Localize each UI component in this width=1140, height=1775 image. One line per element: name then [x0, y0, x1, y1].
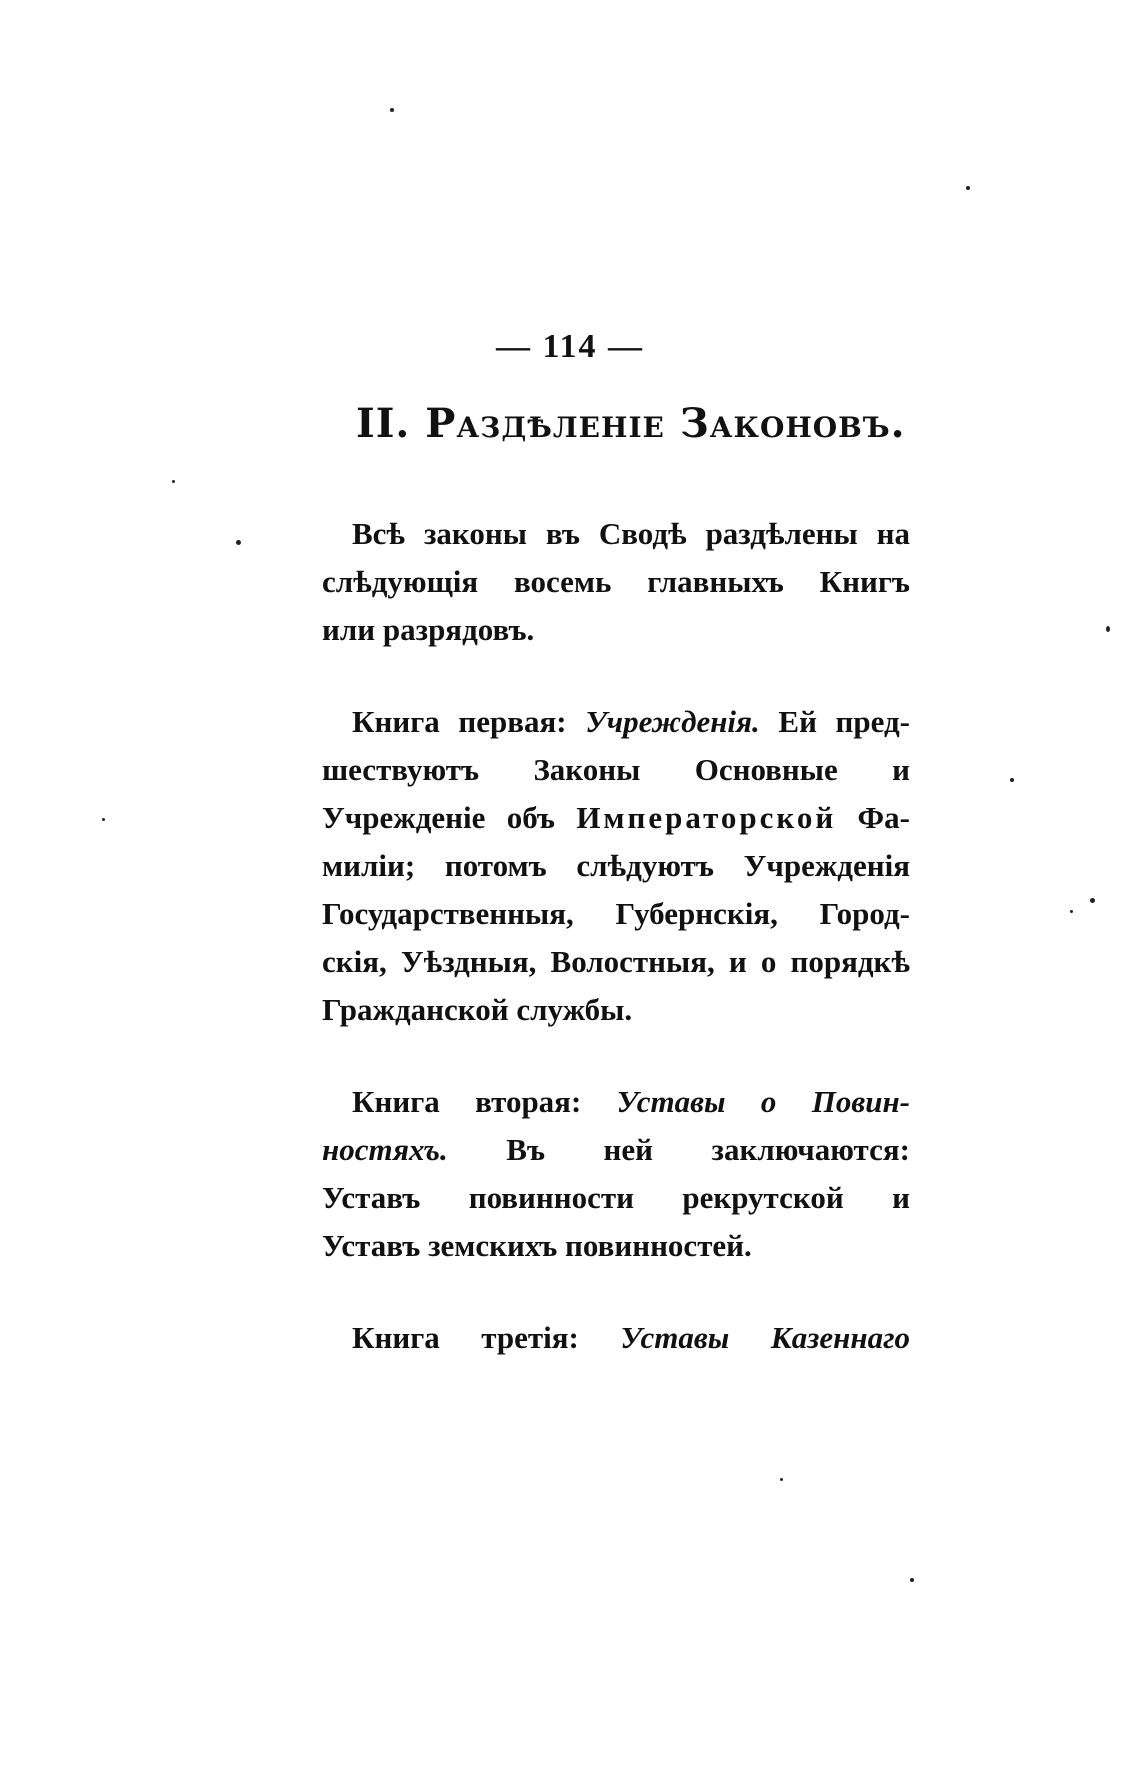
- scan-speck: [1106, 626, 1110, 632]
- paragraph-1-line-3: или разрядовъ.: [322, 612, 535, 647]
- imperial-word: Императорской: [576, 800, 837, 835]
- book-one-label: Книга первая:: [352, 704, 567, 739]
- section-heading: II. Раздѣленіе Законовъ.: [356, 400, 906, 447]
- book-two-title-end: ностяхъ.: [322, 1132, 448, 1167]
- scan-speck: [1090, 898, 1095, 903]
- line-text: Фа-: [857, 800, 910, 835]
- paragraph-3-line-3: Уставъ повинности рекрутской и: [322, 1180, 910, 1215]
- paragraph-3-line-1: [352, 1086, 910, 1117]
- paragraph-2-line-3: [322, 802, 910, 833]
- scan-speck: [910, 1578, 914, 1582]
- paragraph-2-line-7: Гражданской службы.: [322, 992, 633, 1027]
- book-one-title: Учрежденія.: [585, 704, 760, 739]
- scan-speck: [966, 186, 970, 190]
- scan-speck: [780, 1478, 783, 1481]
- paragraph-2-line-6: скія, Уѣздныя, Волостныя, и о порядкѣ: [322, 944, 910, 979]
- scan-speck: [390, 108, 394, 112]
- paragraph-2-line-4: миліи; потомъ слѣдуютъ Учрежденія: [322, 848, 910, 883]
- paragraph-2-line-5: Государственныя, Губернскія, Город-: [322, 896, 910, 931]
- scan-speck: [1070, 910, 1073, 913]
- book-three-title: Уставы Казеннаго: [620, 1320, 911, 1355]
- book-two-label: Книга вторая:: [352, 1084, 582, 1119]
- scan-speck: [102, 818, 105, 821]
- paragraph-2-line-1: [352, 706, 910, 737]
- line-text: Учрежденіе объ: [322, 800, 555, 835]
- book-one-continuation: Ей пред-: [778, 704, 911, 739]
- line-text: Въ ней заключаются:: [506, 1132, 910, 1167]
- page-number: — 114 —: [495, 328, 645, 365]
- paragraph-2-line-2: шествуютъ Законы Основные и: [322, 752, 910, 787]
- paragraph-3-line-2: [322, 1134, 910, 1165]
- scan-speck: [1010, 778, 1014, 782]
- book-three-label: Книга третія:: [352, 1320, 579, 1355]
- paragraph-1-line-1: Всѣ законы въ Сводѣ раздѣлены на: [352, 516, 910, 551]
- scan-speck: [172, 480, 175, 483]
- paragraph-4-line-1: [352, 1322, 910, 1353]
- paragraph-1-line-2: слѣдующія восемь главныхъ Книгъ: [322, 564, 910, 599]
- paragraph-3-line-4: Уставъ земскихъ повинностей.: [322, 1228, 752, 1263]
- book-two-title: Уставы о Повин-: [616, 1084, 910, 1119]
- scan-speck: [236, 540, 241, 545]
